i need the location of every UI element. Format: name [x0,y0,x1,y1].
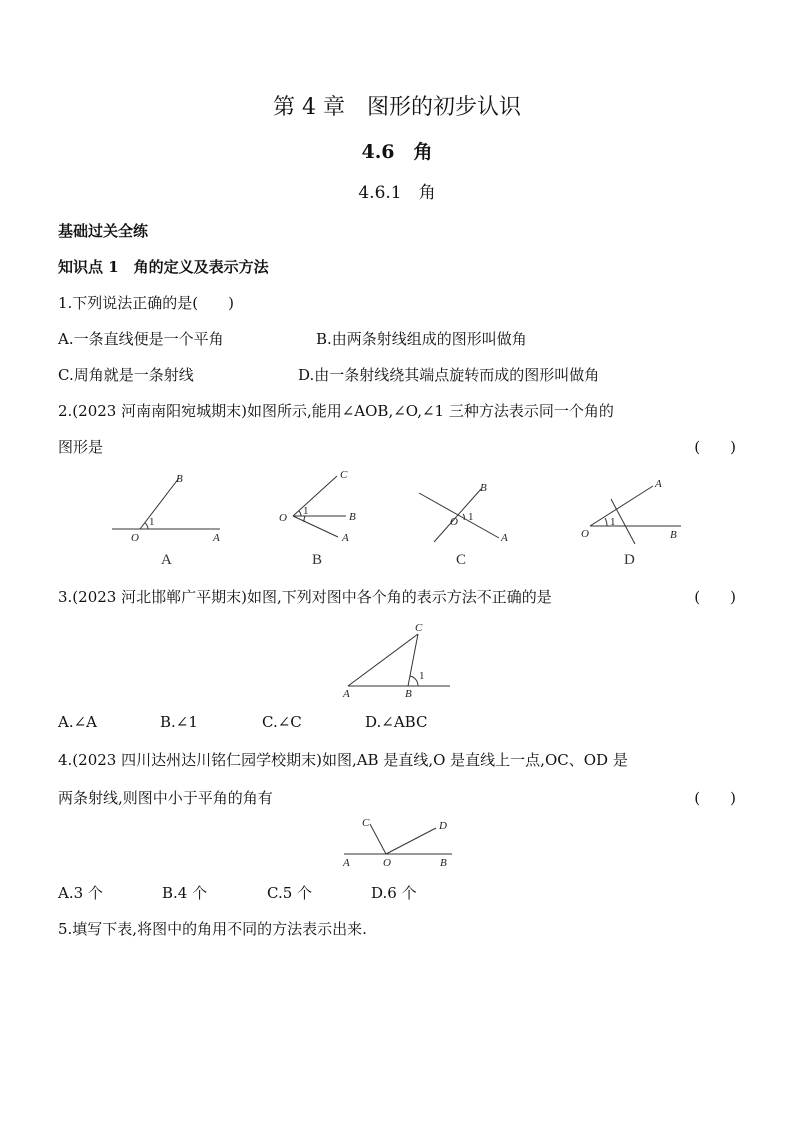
question-4-stem-line2: 两条射线,则图中小于平角的角有 [58,789,273,807]
question-3-stem: 3.(2023 河北邯郸广平期末)如图,下列对图中各个角的表示方法不正确的是 [58,588,552,606]
figure-a-label-1: 1 [149,516,155,528]
figure-d-label-1: 1 [610,516,616,528]
figure-b-label-a: A [342,532,349,544]
question-2-answer-blank: ( ) [694,438,736,456]
subsection-title: 4.6.1 角 [358,183,436,203]
question-4-option-b: B.4 个 [162,884,208,902]
figure-c-label-1: 1 [468,511,474,523]
question-3-option-d: D.∠ABC [365,713,428,731]
knowledge-point-heading: 知识点 1 角的定义及表示方法 [58,258,269,276]
figure-b-caption: B [312,552,323,568]
figure-a-caption: A [161,552,172,568]
question-4-option-a: A.3 个 [58,884,103,902]
question-1-option-d: D.由一条射线绕其端点旋转而成的图形叫做角 [298,366,600,384]
question-3-option-b: B.∠1 [160,713,198,731]
section-title: 4.6 角 [361,141,433,163]
figure-d-label-b: B [670,529,677,541]
figure-d [581,478,681,568]
figure-b-label-o: O [279,512,287,524]
question-1-option-a: A.一条直线便是一个平角 [58,330,224,348]
question-4-label-c: C [362,817,370,829]
figure-b [279,469,356,568]
question-3-label-1: 1 [419,670,425,682]
question-1-option-b: B.由两条射线组成的图形叫做角 [316,330,527,348]
question-4-label-a: A [343,857,350,869]
figure-d-label-o: O [581,528,589,540]
figure-d-caption: D [624,552,635,568]
figure-c-label-o: O [450,516,458,528]
question-2-figures [100,462,700,574]
question-4-label-o: O [383,857,391,869]
chapter-title: 第 4 章 图形的初步认识 [273,95,521,120]
figure-b-label-c: C [340,469,348,481]
question-3-answer-blank: ( ) [694,588,736,606]
question-4-answer-blank: ( ) [694,789,736,807]
figure-a-label-a: A [213,532,220,544]
block-heading: 基础过关全练 [58,222,149,240]
figure-c-caption: C [456,552,467,568]
question-4-label-b: B [440,857,447,869]
figure-a-label-o: O [131,532,139,544]
question-3-label-c: C [415,622,423,634]
figure-b-label-1: 1 [303,505,309,517]
question-2-stem-line1: 2.(2023 河南南阳宛城期末)如图所示,能用∠AOB,∠O,∠1 三种方法表示同一个角的 [58,402,614,420]
figure-c [419,482,508,568]
question-3-label-a: A [343,688,350,700]
question-1-option-c: C.周角就是一条射线 [58,366,194,384]
figure-c-label-b: B [480,482,487,494]
question-4-option-d: D.6 个 [371,884,417,902]
figure-d-label-a: A [655,478,662,490]
figure-b-label-b: B [349,511,356,523]
figure-a-label-b: B [176,473,183,485]
question-4-option-c: C.5 个 [267,884,313,902]
question-3-option-c: C.∠C [262,713,302,731]
figure-a [112,473,220,568]
question-3-option-a: A.∠A [58,713,98,731]
question-3-label-b: B [405,688,412,700]
question-4-stem-line1: 4.(2023 四川达州达川铭仁园学校期末)如图,AB 是直线,O 是直线上一点,OC、OD 是 [58,751,628,769]
question-2-stem-line2: 图形是 [58,438,104,456]
question-4-figure [340,812,460,874]
figure-c-label-a: A [501,532,508,544]
question-5-stem: 5.填写下表,将图中的角用不同的方法表示出来. [58,920,367,938]
question-1-stem: 1.下列说法正确的是( ) [58,294,235,312]
question-3-figure [330,614,470,702]
question-4-label-d: D [439,820,447,832]
